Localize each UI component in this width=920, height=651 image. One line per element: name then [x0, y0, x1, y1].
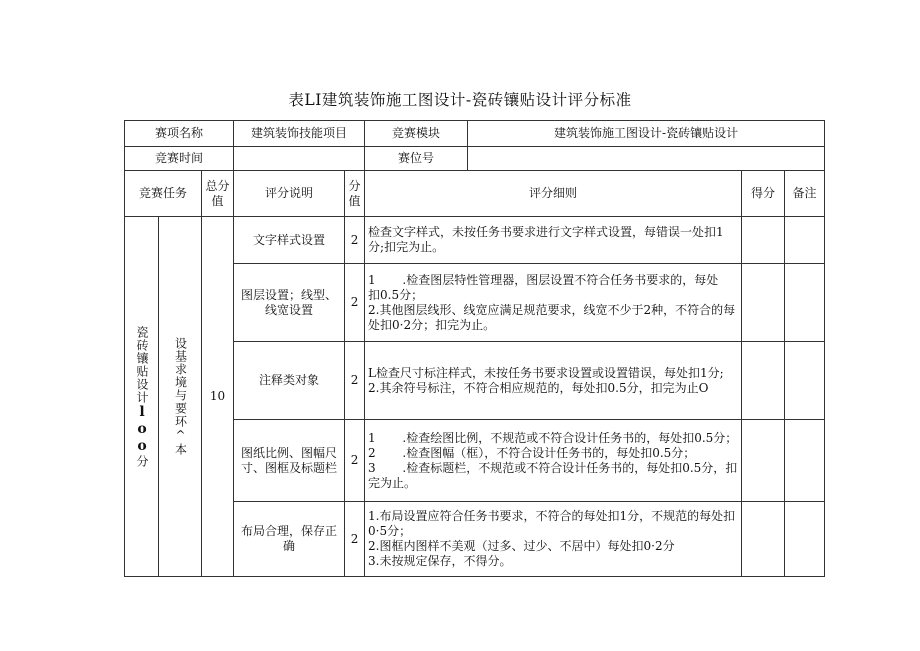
event-name-value: 建筑装饰技能项目 — [234, 121, 365, 147]
time-label: 竞赛时间 — [125, 147, 234, 171]
table-row — [125, 217, 825, 264]
row-desc: 图纸比例、图幅尺寸、图框及标题栏 — [234, 420, 345, 502]
row-note[interactable] — [785, 264, 825, 342]
time-value — [234, 147, 365, 171]
row-got[interactable] — [742, 420, 785, 502]
row-got[interactable] — [742, 502, 785, 577]
row-desc: 文字样式设置 — [234, 217, 345, 264]
row-detail: 1 .检查绘图比例，不规范或不符合设计任务书的，每处扣0.5分； 2 .检查图幅（框），不符合设计任务书的，每处扣0.5分； 3 .检查标题栏，不规范或不符合设计任务书的，每处扣0.5分，扣完为止。 — [365, 420, 742, 502]
row-got[interactable] — [742, 264, 785, 342]
col-total-score: 总分值 — [202, 171, 234, 217]
row-score: 2 — [345, 502, 365, 577]
task-total: 10 — [202, 217, 234, 577]
row-desc: 注释类对象 — [234, 342, 345, 420]
seat-label: 赛位号 — [365, 147, 468, 171]
col-note: 备注 — [785, 171, 825, 217]
col-score: 分值 — [345, 171, 365, 217]
task-sub: 设基求境与要环^本 — [159, 217, 202, 577]
row-score: 2 — [345, 217, 365, 264]
header-row-time — [125, 147, 825, 171]
col-detail: 评分细则 — [365, 171, 742, 217]
row-detail: L检查尺寸标注样式，未按任务书要求设置或设置错误，每处扣1分; 2.其余符号标注，不符合相应规范的，每处扣0.5分，扣完为止O — [365, 342, 742, 420]
row-note[interactable] — [785, 420, 825, 502]
seat-value — [468, 147, 825, 171]
col-task: 竞赛任务 — [125, 171, 202, 217]
row-note[interactable] — [785, 217, 825, 264]
event-name-label: 赛项名称 — [125, 121, 234, 147]
col-got: 得分 — [742, 171, 785, 217]
header-row-event — [125, 121, 825, 147]
row-desc: 图层设置；线型、线宽设置 — [234, 264, 345, 342]
module-label: 竞赛模块 — [365, 121, 468, 147]
row-desc: 布局合理，保存正确 — [234, 502, 345, 577]
row-detail: 检查文字样式，未按任务书要求进行文字样式设置，每错误一处扣1分;扣完为止。 — [365, 217, 742, 264]
row-got[interactable] — [742, 342, 785, 420]
scoring-table — [124, 120, 825, 577]
column-header-row — [125, 171, 825, 217]
row-detail: 1 .检查图层特性管理器，图层设置不符合任务书要求的，每处 扣0.5分； 2.其他图层线形、线宽应满足规范要求，线宽不少于2种，不符合的每处扣0·2分；扣完为止。 — [365, 264, 742, 342]
row-detail: 1.布局设置应符合任务书要求，不符合的每处扣1分，不规范的每处扣0·5分； 2.图框内图样不美观（过多、过少、不居中）每处扣0·2分 3.未按规定保存，不得分。 — [365, 502, 742, 577]
task-name: 瓷砖镶贴设计loo分 — [125, 217, 159, 577]
row-score: 2 — [345, 420, 365, 502]
row-note[interactable] — [785, 502, 825, 577]
row-score: 2 — [345, 264, 365, 342]
row-score: 2 — [345, 342, 365, 420]
row-got[interactable] — [742, 217, 785, 264]
row-note[interactable] — [785, 342, 825, 420]
col-desc: 评分说明 — [234, 171, 345, 217]
document-title: 表LI建筑装饰施工图设计-瓷砖镶贴设计评分标准 — [288, 91, 632, 109]
module-value: 建筑装饰施工图设计-瓷砖镶贴设计 — [468, 121, 825, 147]
